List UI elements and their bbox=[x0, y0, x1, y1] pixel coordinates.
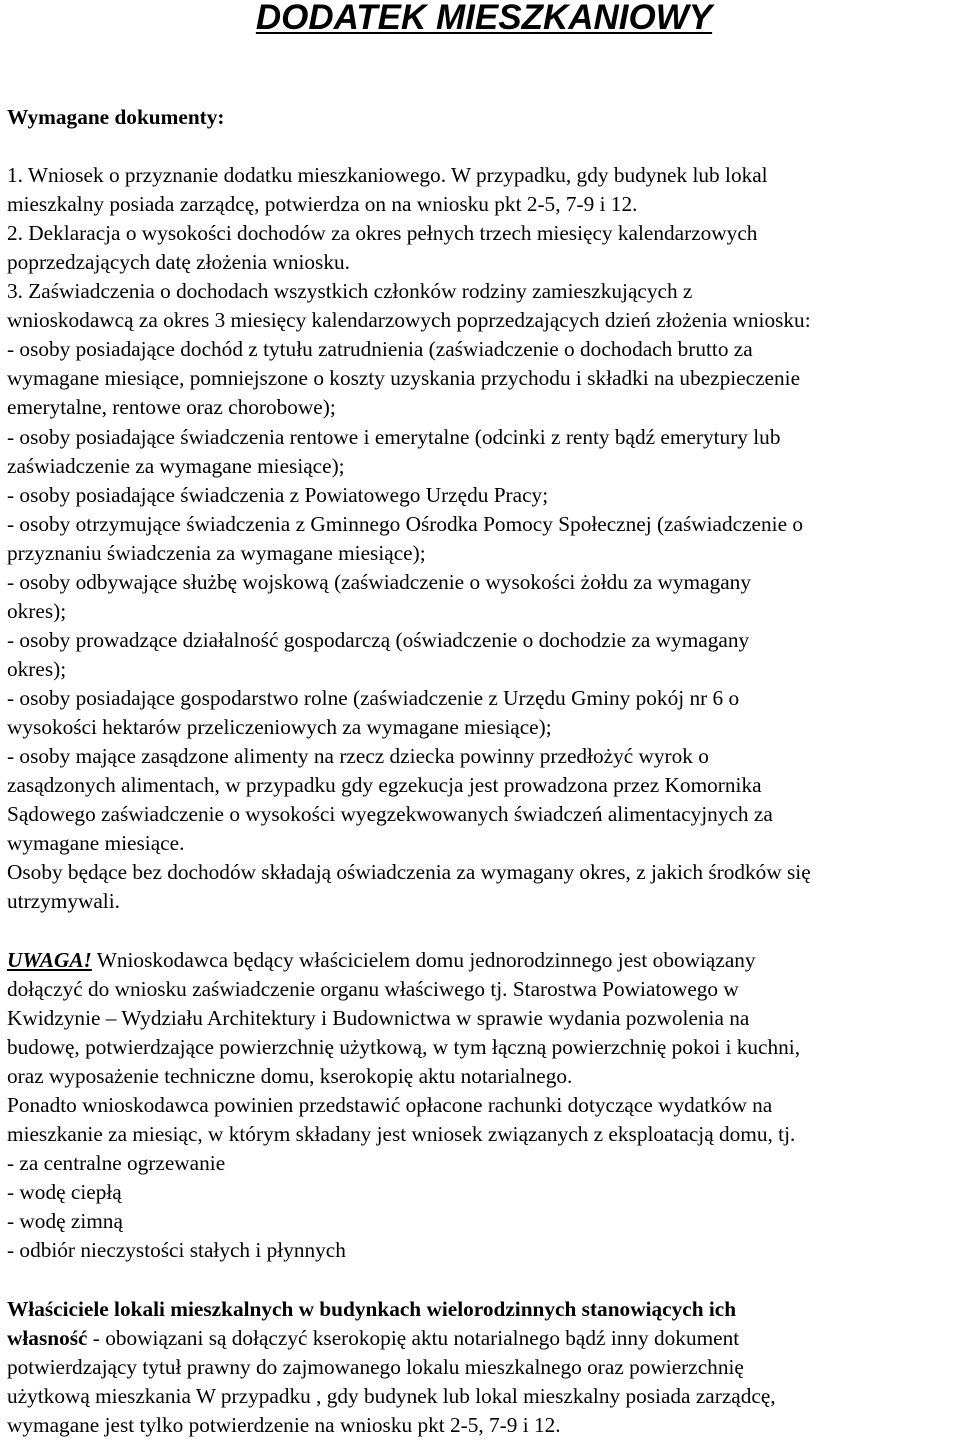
text-line: Sądowego zaświadczenie o wysokości wyegzekwowanych świadczeń alimentacyjnych za bbox=[7, 802, 773, 826]
text-line: okres); bbox=[7, 657, 67, 681]
text-line: wymagane miesiące. bbox=[7, 831, 185, 855]
text-line: wymagane jest tylko potwierdzenie na wniosku pkt 2-5, 7-9 i 12. bbox=[7, 1413, 561, 1437]
text-line: - osoby posiadające gospodarstwo rolne (zaświadczenie z Urzędu Gminy pokój nr 6 o bbox=[7, 686, 740, 710]
text-line: Ponadto wnioskodawca powinien przedstawić opłacone rachunki dotyczące wydatków na bbox=[7, 1093, 773, 1117]
text-line: - osoby odbywające służbę wojskową (zaświadczenie o wysokości żołdu za wymagany bbox=[7, 570, 751, 594]
text-line: przyznaniu świadczenia za wymagane miesiące); bbox=[7, 541, 426, 565]
text-line: - za centralne ogrzewanie bbox=[7, 1151, 226, 1175]
text-line: emerytalne, rentowe oraz chorobowe); bbox=[7, 395, 336, 419]
text-line: Kwidzynie – Wydziału Architektury i Budownictwa w sprawie wydania pozwolenia na bbox=[7, 1006, 750, 1030]
text-line: Osoby będące bez dochodów składają oświadczenia za wymagany okres, z jakich środków się bbox=[7, 860, 811, 884]
text-line: wymagane miesiące, pomniejszone o koszty uzyskania przychodu i składki na ubezpieczenie bbox=[7, 366, 801, 390]
text-line: poprzedzających datę złożenia wniosku. bbox=[7, 250, 350, 274]
text-line: dołączyć do wniosku zaświadczenie organu właściwego tj. Starostwa Powiatowego w bbox=[7, 977, 739, 1001]
text-line: - osoby mające zasądzone alimenty na rzecz dziecka powinny przedłożyć wyrok o bbox=[7, 744, 709, 768]
uwaga-label: UWAGA! bbox=[7, 948, 92, 972]
text-line: - wodę ciepłą bbox=[7, 1180, 122, 1204]
text-line: - osoby posiadające świadczenia z Powiatowego Urzędu Pracy; bbox=[7, 483, 549, 507]
text-line: okres); bbox=[7, 599, 67, 623]
text-line: 1. Wniosek o przyznanie dodatku mieszkaniowego. W przypadku, gdy budynek lub lokal bbox=[7, 163, 768, 187]
text-line: wnioskodawcą za okres 3 miesięcy kalendarzowych poprzedzających dzień złożenia wniosku: bbox=[7, 308, 811, 332]
text-line: - osoby posiadające dochód z tytułu zatrudnienia (zaświadczenie o dochodach brutto za bbox=[7, 337, 753, 361]
text-line: budowę, potwierdzające powierzchnię użytkową, w tym łączną powierzchnię pokoi i kuchni, bbox=[7, 1035, 801, 1059]
owners-line bbox=[7, 1325, 739, 1351]
section-heading: Wymagane dokumenty: bbox=[7, 105, 225, 129]
text-line: - osoby posiadające świadczenia rentowe i emerytalne (odcinki z renty bądź emerytury lub bbox=[7, 425, 781, 449]
text-line: zaświadczenie za wymagane miesiące); bbox=[7, 454, 345, 478]
text-line: użytkową mieszkania W przypadku , gdy budynek lub lokal mieszkalny posiada zarządcę, bbox=[7, 1384, 776, 1408]
owners-bold: własność bbox=[7, 1326, 88, 1350]
text-line: - osoby prowadzące działalność gospodarczą (oświadczenie o dochodzie za wymagany bbox=[7, 628, 750, 652]
text-line: wysokości hektarów przeliczeniowych za wymagane miesiące); bbox=[7, 715, 552, 739]
text-line: - odbiór nieczystości stałych i płynnych bbox=[7, 1238, 346, 1262]
text-line: oraz wyposażenie techniczne domu, kserokopię aktu notarialnego. bbox=[7, 1064, 573, 1088]
text-line: 3. Zaświadczenia o dochodach wszystkich członków rodziny zamieszkujących z bbox=[7, 279, 693, 303]
text-line: 2. Deklaracja o wysokości dochodów za okres pełnych trzech miesięcy kalendarzowych bbox=[7, 221, 758, 245]
text-line: mieszkalny posiada zarządcę, potwierdza on na wniosku pkt 2-5, 7-9 i 12. bbox=[7, 192, 638, 216]
text-line: mieszkanie za miesiąc, w którym składany jest wniosek związanych z eksploatacją domu, tj. bbox=[7, 1122, 796, 1146]
owners-heading: Właściciele lokali mieszkalnych w budynkach wielorodzinnych stanowiących ich bbox=[7, 1297, 737, 1321]
document-title: DODATEK MIESZKANIOWY bbox=[255, 0, 713, 37]
text-line: potwierdzający tytuł prawny do zajmowanego lokalu mieszkalnego oraz powierzchnię bbox=[7, 1355, 744, 1379]
uwaga-line bbox=[7, 947, 756, 973]
text-line: - wodę zimną bbox=[7, 1209, 123, 1233]
uwaga-text: Wnioskodawca będący właścicielem domu jednorodzinnego jest obowiązany bbox=[91, 948, 756, 972]
text-line: utrzymywali. bbox=[7, 889, 120, 913]
text-line: - osoby otrzymujące świadczenia z Gminnego Ośrodka Pomocy Społecznej (zaświadczenie o bbox=[7, 512, 803, 536]
owners-text: - obowiązani są dołączyć kserokopię aktu notarialnego bądź inny dokument bbox=[87, 1326, 740, 1350]
text-line: zasądzonych alimentach, w przypadku gdy egzekucja jest prowadzona przez Komornika bbox=[7, 773, 762, 797]
